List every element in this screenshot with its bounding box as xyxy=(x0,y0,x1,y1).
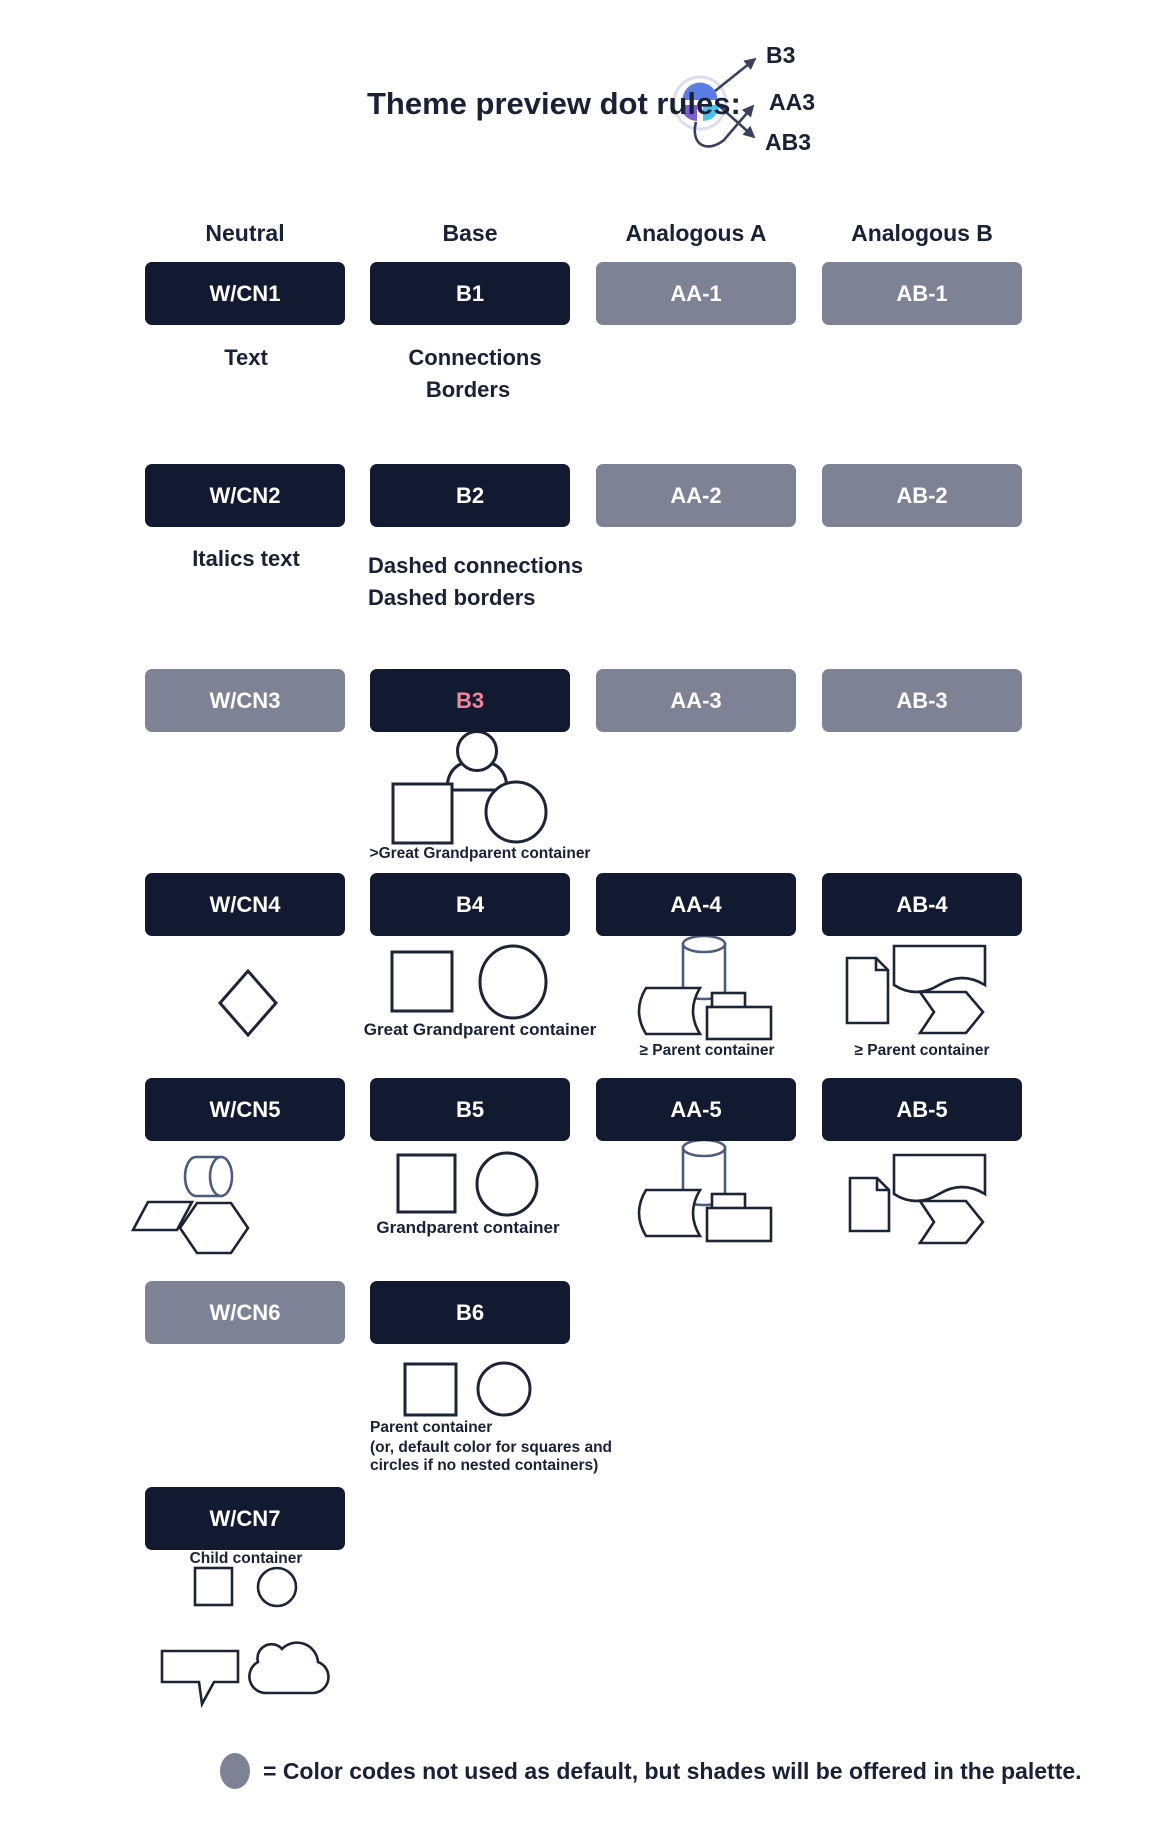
stored-data-shape xyxy=(639,1190,700,1236)
column-header-neutral: Neutral xyxy=(205,220,285,246)
tape-shape xyxy=(894,1155,985,1201)
diamond-shape xyxy=(220,971,276,1035)
swatch-wcn2: W/CN2 xyxy=(145,464,345,527)
chevron-shape xyxy=(920,992,983,1033)
swatch-wcn1: W/CN1 xyxy=(145,262,345,325)
column-header-analogous-b: Analogous B xyxy=(851,220,993,246)
folder-shape xyxy=(707,993,771,1039)
swatch-ab1: AB-1 xyxy=(822,262,1022,325)
circle-shape xyxy=(477,1153,537,1215)
hexagon-shape xyxy=(180,1203,248,1253)
tape-shape xyxy=(894,946,985,992)
speech-bubble-shape xyxy=(162,1651,238,1704)
square-shape xyxy=(195,1568,232,1605)
circle-shape xyxy=(478,1363,530,1415)
swatch-wcn5: W/CN5 xyxy=(145,1078,345,1141)
note-parent-container-ab: ≥ Parent container xyxy=(854,1042,990,1059)
swatch-b2: B2 xyxy=(370,464,570,527)
swatch-wcn6: W/CN6 xyxy=(145,1281,345,1344)
square-shape xyxy=(398,1155,455,1212)
note-parent-container-line1: Parent container xyxy=(370,1419,493,1436)
swatch-b6: B6 xyxy=(370,1281,570,1344)
page-title: Theme preview dot rules: xyxy=(367,86,741,121)
note-borders: Borders xyxy=(425,377,511,402)
note-child-container: Child container xyxy=(189,1550,303,1567)
note-great-grandparent: Great Grandparent container xyxy=(363,1020,597,1039)
swatch-aa2: AA-2 xyxy=(596,464,796,527)
chevron-shape xyxy=(920,1201,983,1243)
note-dashed-connections: Dashed connections xyxy=(368,553,584,578)
square-shape xyxy=(405,1364,456,1415)
square-shape xyxy=(392,952,452,1011)
swatch-ab2: AB-2 xyxy=(822,464,1022,527)
swatch-aa5: AA-5 xyxy=(596,1078,796,1141)
swatch-b5: B5 xyxy=(370,1078,570,1141)
note-great-grandparent-gt: >Great Grandparent container xyxy=(369,845,591,862)
legend-text: = Color codes not used as default, but shades will be offered in the palette. xyxy=(263,1758,1082,1784)
column-header-base: Base xyxy=(442,220,498,246)
folder-shape xyxy=(707,1194,771,1241)
swatch-ab5: AB-5 xyxy=(822,1078,1022,1141)
note-dashed-borders: Dashed borders xyxy=(368,585,536,610)
dot-label-aa3: AA3 xyxy=(769,89,816,115)
legend-dot xyxy=(220,1753,250,1789)
note-parent-container-aa: ≥ Parent container xyxy=(639,1042,775,1059)
swatch-aa1: AA-1 xyxy=(596,262,796,325)
dot-label-b3: B3 xyxy=(766,42,796,68)
swatch-wcn4: W/CN4 xyxy=(145,873,345,936)
square-shape xyxy=(393,784,452,843)
column-header-analogous-a: Analogous A xyxy=(625,220,767,246)
circle-shape xyxy=(486,782,546,842)
note-parent-container-line3: circles if no nested containers) xyxy=(370,1457,599,1474)
document-shape xyxy=(850,1178,889,1231)
cylinder-horizontal-shape xyxy=(185,1157,232,1196)
document-shape xyxy=(847,958,888,1023)
swatch-aa4: AA-4 xyxy=(596,873,796,936)
stored-data-shape xyxy=(639,988,700,1034)
swatch-b3: B3 xyxy=(370,669,570,732)
person-head xyxy=(458,732,497,771)
note-italics-text: Italics text xyxy=(192,546,300,571)
note-grandparent: Grandparent container xyxy=(376,1218,560,1237)
note-parent-container-line2: (or, default color for squares and xyxy=(370,1439,613,1456)
cloud-shape xyxy=(249,1643,328,1693)
swatch-wcn3: W/CN3 xyxy=(145,669,345,732)
swatch-wcn7: W/CN7 xyxy=(145,1487,345,1550)
swatch-b4: B4 xyxy=(370,873,570,936)
swatch-b1: B1 xyxy=(370,262,570,325)
swatch-ab3: AB-3 xyxy=(822,669,1022,732)
note-text: Text xyxy=(224,345,268,370)
note-connections: Connections xyxy=(408,345,542,370)
circle-shape xyxy=(258,1568,296,1606)
swatch-aa3: AA-3 xyxy=(596,669,796,732)
circle-shape xyxy=(480,946,546,1018)
dot-label-ab3: AB3 xyxy=(765,129,812,155)
swatch-ab4: AB-4 xyxy=(822,873,1022,936)
